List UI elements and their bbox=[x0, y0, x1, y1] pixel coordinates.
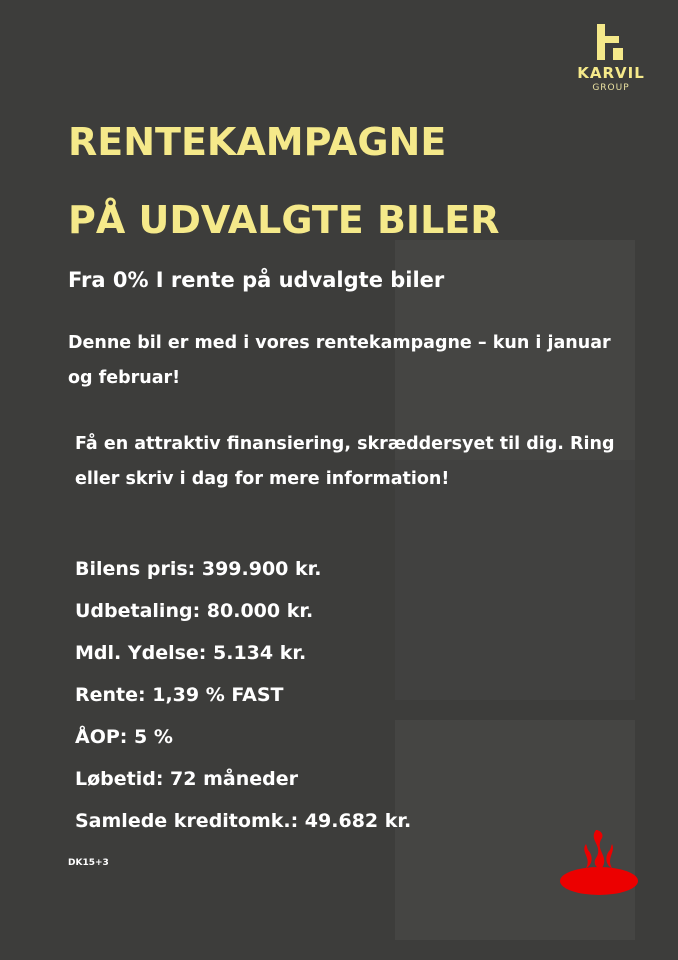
flame-logo-icon bbox=[558, 826, 640, 902]
financing-paragraph: Få en attraktiv finansiering, skræddersyet til dig. Ring eller skriv i dag for mere information! bbox=[75, 434, 615, 489]
campaign-paragraph: Denne bil er med i vores rentekampagne – kun i januar og februar! bbox=[68, 333, 611, 388]
brand-sub: GROUP bbox=[592, 83, 630, 93]
karvil-logo bbox=[568, 24, 654, 93]
subheadline: Fra 0% I rente på udvalgte biler bbox=[68, 268, 445, 292]
detail-down-payment: Udbetaling: 80.000 kr. bbox=[75, 600, 314, 622]
reference-code: DK15+3 bbox=[68, 858, 109, 868]
detail-rate: Rente: 1,39 % FAST bbox=[75, 684, 284, 706]
detail-monthly: Mdl. Ydelse: 5.134 kr. bbox=[75, 642, 307, 664]
headline-line-1: RENTEKAMPAGNE bbox=[68, 120, 447, 164]
detail-aop: ÅOP: 5 % bbox=[75, 726, 173, 748]
detail-term: Løbetid: 72 måneder bbox=[75, 768, 298, 790]
detail-total-cost: Samlede kreditomk.: 49.682 kr. bbox=[75, 810, 412, 832]
headline bbox=[68, 103, 500, 259]
financing-details bbox=[75, 548, 411, 842]
brand-name: KARVIL bbox=[577, 64, 645, 82]
headline-line-2: PÅ UDVALGTE BILER bbox=[68, 198, 500, 242]
detail-price: Bilens pris: 399.900 kr. bbox=[75, 558, 322, 580]
karvil-k-icon bbox=[595, 24, 627, 60]
